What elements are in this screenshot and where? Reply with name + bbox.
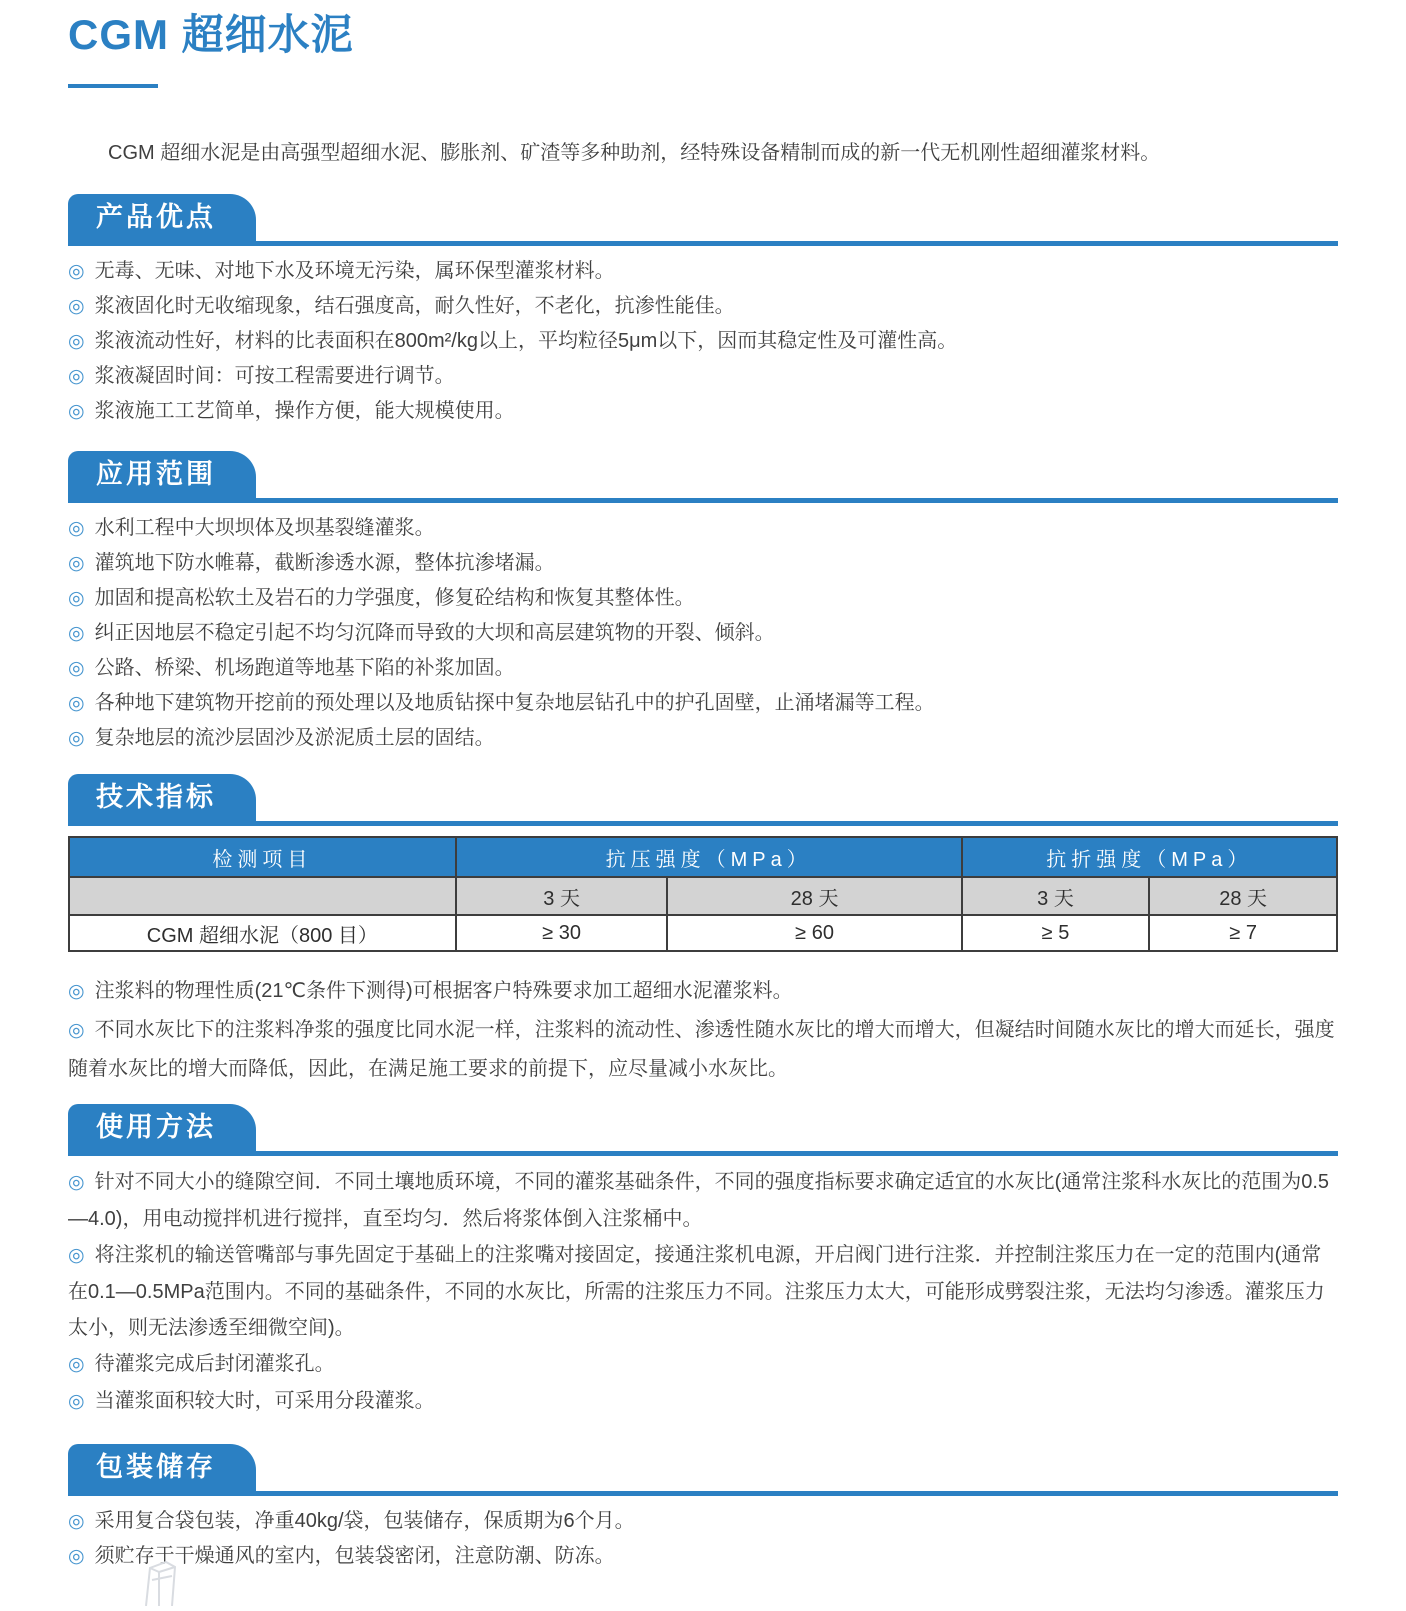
value-compressive-28day: ≥ 60 [667,915,961,951]
bullseye-icon: ◎ [68,658,85,679]
value-flexural-28day: ≥ 7 [1149,915,1337,951]
list-item-text: 水利工程中大坝坝体及坝基裂缝灌浆。 [94,517,435,539]
bullseye-icon: ◎ [68,401,85,422]
table-row [69,915,1337,951]
value-flexural-3day: ≥ 5 [962,915,1150,951]
bullseye-icon: ◎ [68,1546,85,1567]
list-item [68,1504,1338,1539]
list-item [68,511,1338,546]
list-item-text: 复杂地层的流沙层固沙及淤泥质土层的固结。 [94,727,495,749]
list-item [68,651,1338,686]
bullseye-icon: ◎ [68,623,85,644]
section-storage [68,1444,1338,1574]
bullseye-icon: ◎ [68,1511,85,1532]
bullseye-icon: ◎ [68,518,85,539]
list-item-text: 针对不同大小的缝隙空间．不同土壤地质环境，不同的灌浆基础条件，不同的强度指标要求确定适宜的水灰比(通常注浆科水灰比的范围为0.5—4.0)，用电动搅拌机进行搅拌，直至均匀．然后将浆体倒入注浆桶中。 [68,1171,1330,1230]
title-underline [68,84,158,88]
list-item-text: 注浆料的物理性质(21℃条件下测得)可根据客户特殊要求加工超细水泥灌浆料。 [94,980,793,1002]
advantages-list [68,246,1338,429]
section-header-applications [68,451,1338,503]
bullseye-icon: ◎ [68,693,85,714]
section-tab-specs [68,774,256,821]
list-item [68,1346,1338,1383]
section-advantages [68,194,1338,429]
list-item-text: 须贮存于干燥通风的室内，包装袋密闭，注意防潮、防冻。 [94,1545,615,1567]
storage-list [68,1496,1338,1574]
list-item [68,721,1338,756]
table-header-row [69,837,1337,877]
intro-paragraph: CGM 超细水泥是由高强型超细水泥、膨胀剂、矿渣等多种助剂，经特殊设备精制而成的新一代无机刚性超细灌浆材料。 [108,142,1161,164]
cement-bag-watermark [128,1556,194,1611]
section-header-specs [68,774,1338,826]
list-item [68,1164,1338,1237]
cement-bag-outline-icon [128,1556,194,1606]
list-item [68,359,1338,394]
list-item-text: 公路、桥梁、机场跑道等地基下陷的补浆加固。 [94,657,515,679]
bullseye-icon: ◎ [68,553,85,574]
section-header-storage [68,1444,1338,1496]
bullseye-icon: ◎ [68,1391,85,1412]
table-subheader-row [69,877,1337,915]
spec-notes [68,964,1338,1088]
list-item-text: 待灌浆完成后封闭灌浆孔。 [94,1353,335,1375]
usage-list [68,1156,1338,1420]
section-tab-advantages [68,194,256,241]
list-item-text: 加固和提高松软土及岩石的力学强度，修复砼结构和恢复其整体性。 [94,587,695,609]
bullseye-icon: ◎ [68,728,85,749]
list-item [68,616,1338,651]
bullseye-icon: ◎ [68,1020,85,1041]
row-product-name: CGM 超细水泥（800 目） [69,915,456,951]
list-item-text: 浆液固化时无收缩现象，结石强度高，耐久性好，不老化，抗渗性能佳。 [94,295,735,317]
bullseye-icon: ◎ [68,296,85,317]
list-item [68,686,1338,721]
section-tab-storage [68,1444,256,1491]
bullseye-icon: ◎ [68,1245,85,1266]
section-header-usage [68,1104,1338,1156]
list-item-text: 不同水灰比下的注浆料净浆的强度比同水泥一样，注浆料的流动性、渗透性随水灰比的增大而增大，但凝结时间随水灰比的增大而延长，强度随着水灰比的增大而降低，因此，在满足施工要求的前提下，应尽量减小水灰比。 [68,1019,1335,1080]
bullseye-icon: ◎ [68,588,85,609]
list-item [68,581,1338,616]
list-item [68,972,1338,1011]
list-item-text: 采用复合袋包装，净重40kg/袋，包装储存，保质期为6个月。 [94,1510,635,1532]
list-item-text: 无毒、无味、对地下水及环境无污染，属环保型灌浆材料。 [94,260,615,282]
col-header-compressive-strength: 抗压强度（MPa） [456,837,962,877]
spec-notes-list [68,964,1338,1088]
bullseye-icon: ◎ [68,1354,85,1375]
bullseye-icon: ◎ [68,1172,85,1193]
section-heading-storage: 包装储存 [96,1452,216,1482]
list-item-text: 灌筑地下防水帷幕，截断渗透水源，整体抗渗堵漏。 [94,552,555,574]
page-title: CGM 超细水泥 [68,11,354,58]
subheader-flexural-28day: 28 天 [1149,877,1337,915]
section-heading-usage: 使用方法 [96,1112,216,1142]
list-item [68,394,1338,429]
col-header-flexural-strength: 抗折强度（MPa） [962,837,1337,877]
section-tab-usage [68,1104,256,1151]
bullseye-icon: ◎ [68,981,85,1002]
bullseye-icon: ◎ [68,366,85,387]
list-item [68,1237,1338,1346]
list-item-text: 浆液施工工艺简单，操作方便，能大规模使用。 [94,400,515,422]
list-item-text: 浆液流动性好，材料的比表面积在800m²/kg以上，平均粒径5μm以下，因而其稳定性及可灌性高。 [94,330,958,352]
section-header-advantages [68,194,1338,246]
list-item-text: 当灌浆面积较大时，可采用分段灌浆。 [94,1390,435,1412]
section-heading-specs: 技术指标 [96,782,216,812]
bullseye-icon: ◎ [68,261,85,282]
bullseye-icon: ◎ [68,331,85,352]
list-item [68,324,1338,359]
section-heading-applications: 应用范围 [96,459,216,489]
section-heading-advantages: 产品优点 [96,202,216,232]
section-specs [68,774,1338,1088]
section-usage [68,1104,1338,1420]
col-header-test-item: 检测项目 [69,837,456,877]
list-item [68,1011,1338,1088]
spec-table [68,836,1338,952]
list-item-text: 将注浆机的输送管嘴部与事先固定于基础上的注浆嘴对接固定，接通注浆机电源，开启阀门进行注浆．并控制注浆压力在一定的范围内(通常在0.1—0.5MPa范围内。不同的基础条件，不同的水灰比，所需的注浆压力不同。注浆压力太大，可能形成劈裂注浆，无法均匀渗透。灌浆压力太小，则无法渗透至细微空间)。 [68,1244,1325,1339]
list-item [68,254,1338,289]
empty-cell [69,877,456,915]
list-item [68,289,1338,324]
value-compressive-3day: ≥ 30 [456,915,668,951]
list-item-text: 浆液凝固时间：可按工程需要进行调节。 [94,365,455,387]
subheader-compressive-3day: 3 天 [456,877,668,915]
list-item-text: 各种地下建筑物开挖前的预处理以及地质钻探中复杂地层钻孔中的护孔固壁，止涌堵漏等工程。 [94,692,935,714]
section-applications [68,451,1338,756]
applications-list [68,503,1338,756]
list-item [68,1383,1338,1420]
subheader-flexural-3day: 3 天 [962,877,1150,915]
list-item [68,546,1338,581]
list-item-text: 纠正因地层不稳定引起不均匀沉降而导致的大坝和高层建筑物的开裂、倾斜。 [94,622,775,644]
section-tab-applications [68,451,256,498]
list-item [68,1539,1338,1574]
subheader-compressive-28day: 28 天 [667,877,961,915]
